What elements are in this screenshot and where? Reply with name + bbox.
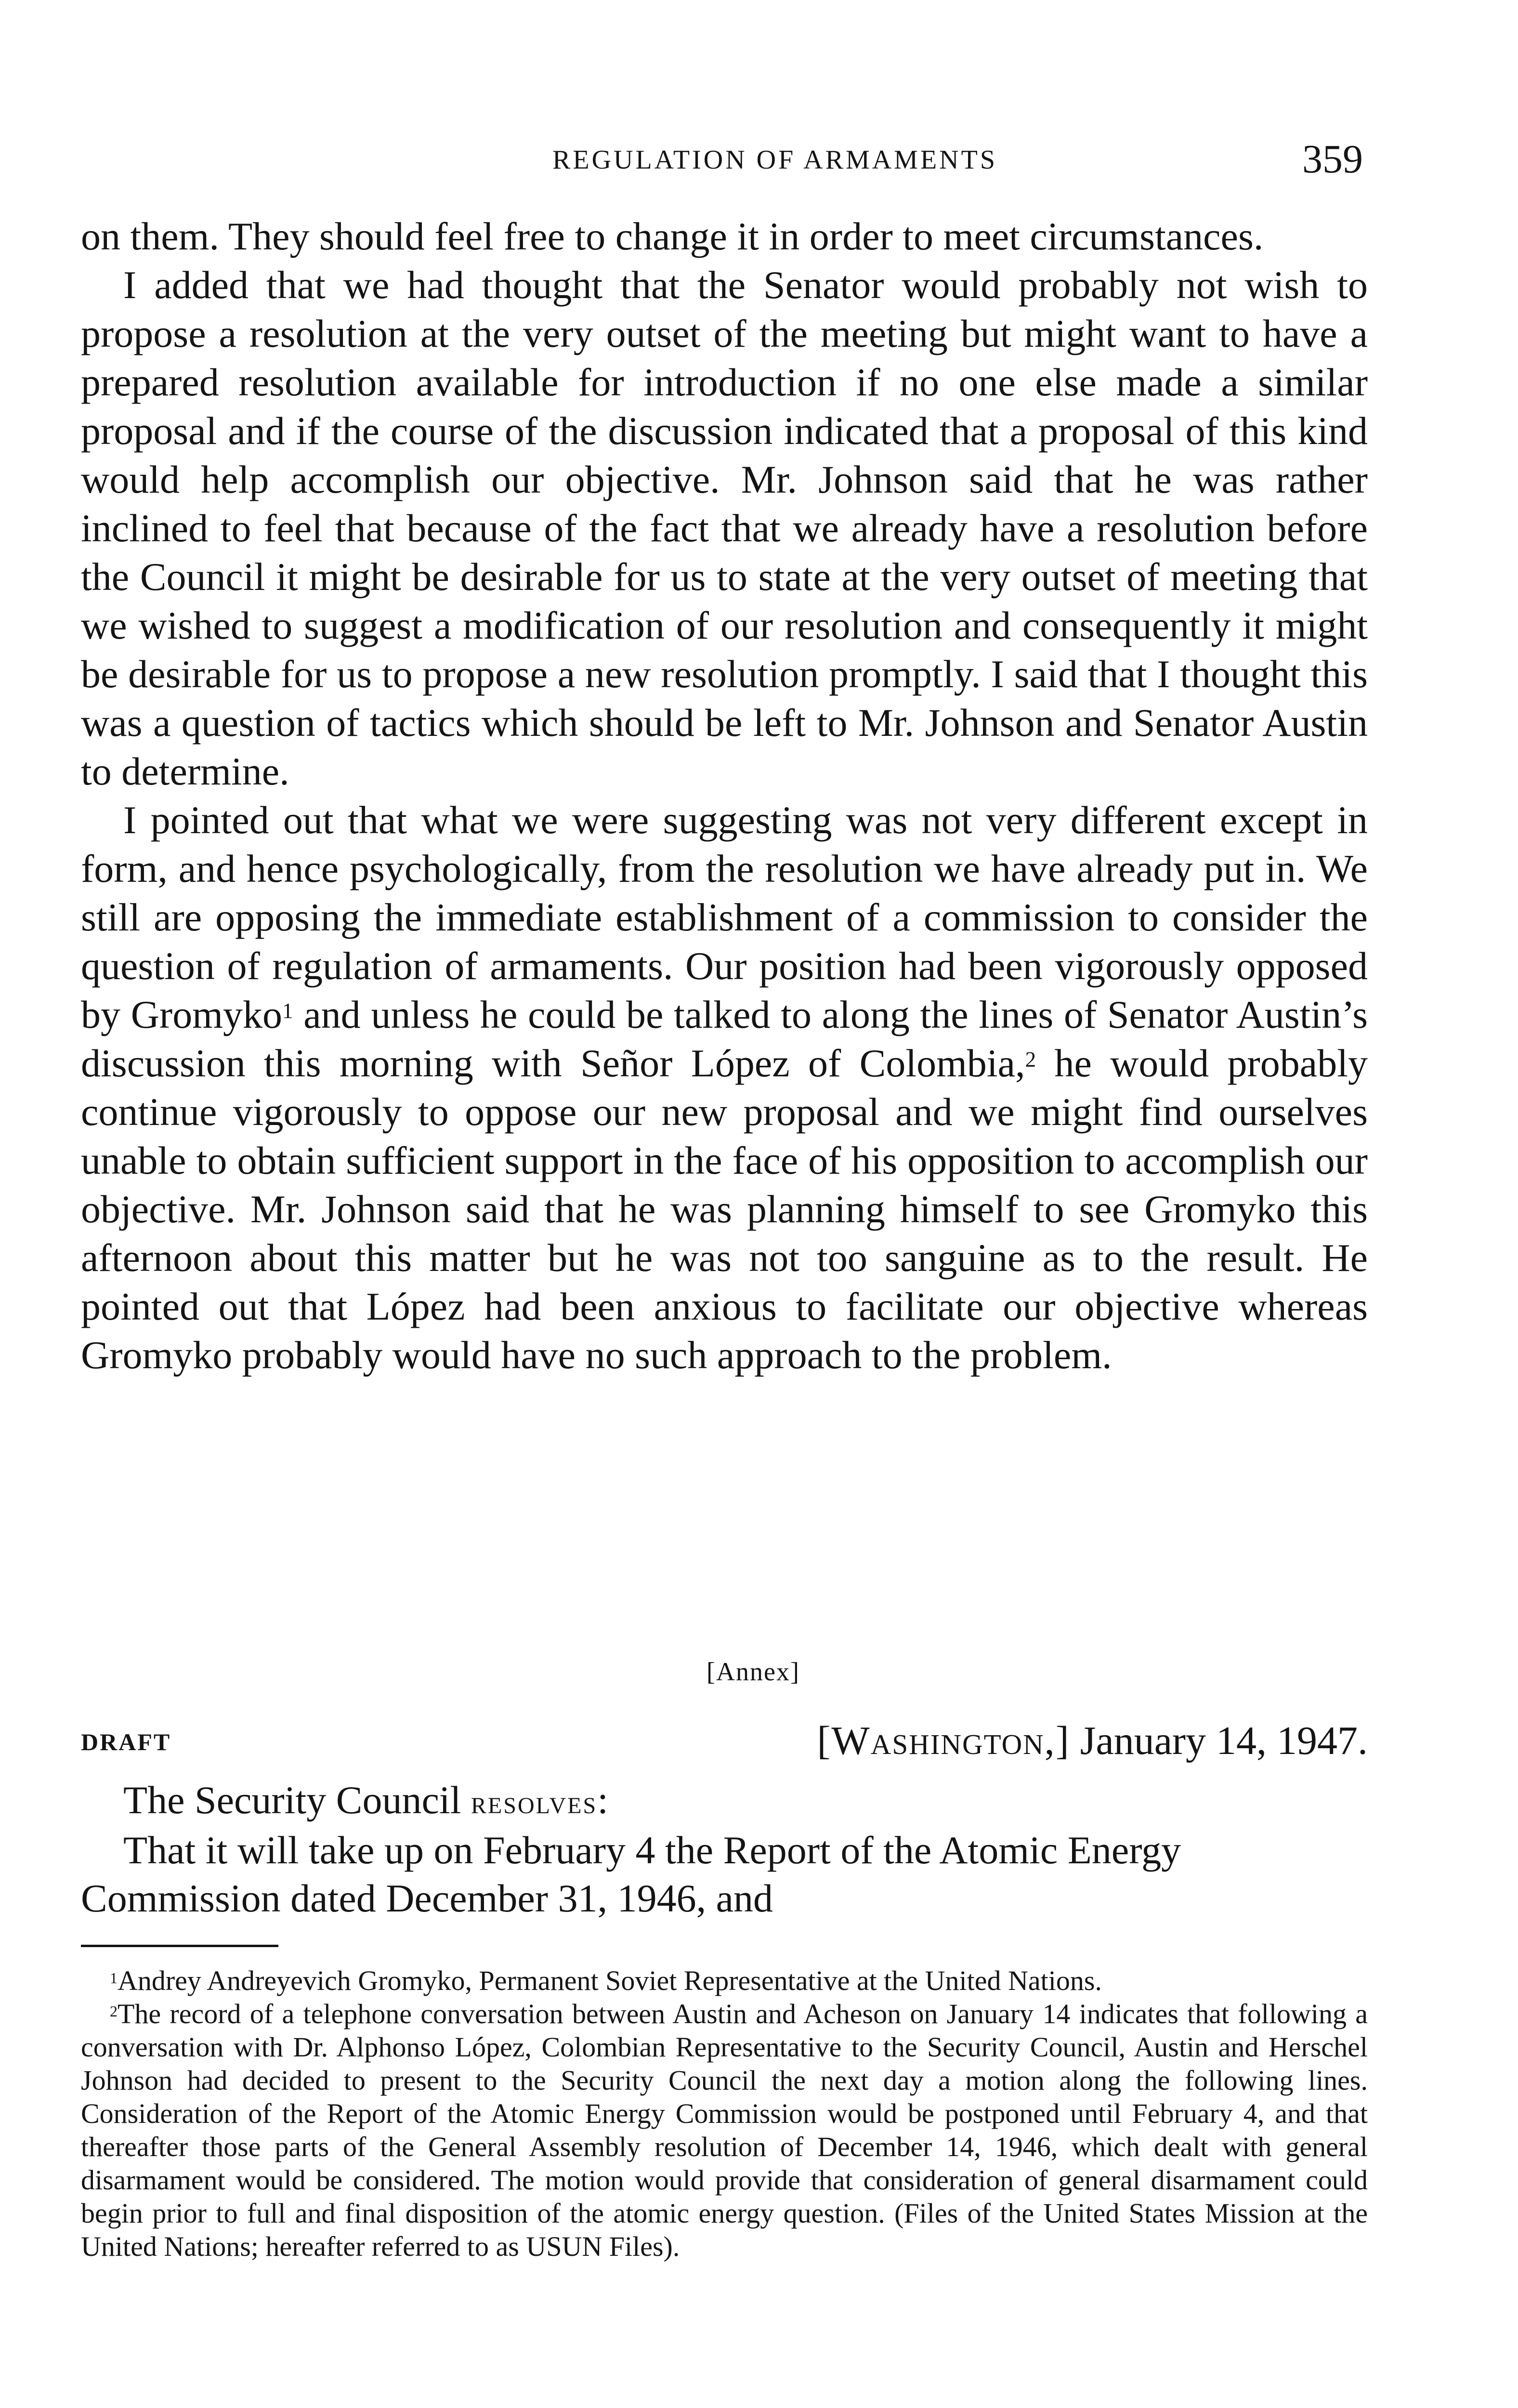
draft-tag: DRAFT: [81, 1728, 171, 1755]
draft-row: [81, 1717, 1368, 1770]
draft-resolution: [81, 1776, 1368, 1923]
paragraph-gromyko-part-a: I pointed out that what we were suggesting was not very different except in form, and hence psychologically, from the resolution we have already put in. We still are opposing the immediate establishment of a commission to consider the question of regulation of armaments. Our position had been vigorously opposed by Gromyko: [81, 798, 1368, 1036]
footnote-rule: [81, 1945, 278, 1947]
paragraph-gromyko-part-c: he would probably continue vigorously to oppose our new proposal and we might find ourselves unable to obtain sufficient support in the face of his opposition to accomplish our objective. Mr. Johnson said that he was planning himself to see Gromyko this afternoon about this matter but he was not too sanguine as to the result. He pointed out that López had been anxious to facilitate our objective whereas Gromyko probably would have no such approach to the problem.: [81, 1041, 1368, 1377]
paragraph-tactics: I added that we had thought that the Senator would probably not wish to propose a resolution at the very outset of the meeting but might want to have a prepared resolution available for introduction if no one else made a similar proposal and if the course of the discussion indicated that a proposal of this kind would help accomplish our objective. Mr. Johnson said that he was rather inclined to feel that because of the fact that we already have a resolution before the Council it might be desirable for us to state at the very outset of meeting that we wished to suggest a modification of our resolution and consequently it might be desirable for us to propose a new resolution promptly. I said that I thought this was a question of tactics which should be left to Mr. Johnson and Senator Austin to determine.: [81, 263, 1368, 793]
footnote-2: [81, 1997, 1368, 2263]
footnotes: [81, 1964, 1368, 2263]
resolves-lead: The Security Council: [123, 1778, 471, 1822]
dateline: [817, 1717, 1368, 1764]
annex-label: [Annex]: [707, 1657, 800, 1686]
footnote-mark-2: 2: [110, 2003, 118, 2020]
paragraph-continuation: on them. They should feel free to change it in order to meet circumstances.: [81, 214, 1264, 258]
resolves-line: [81, 1776, 1368, 1826]
footnote-2-text: The record of a telephone conversation between Austin and Acheson on January 14 indicates that following a conversation with Dr. Alphonso López, Colombian Representative to the Security Council, Austin and Herschel Johnson had decided to present to the Security Council the next day a motion along the following lines. Consideration of the Report of the Atomic Energy Commission would be postponed until February 4, and that thereafter those parts of the General Assembly resolution of December 14, 1946, which dealt with general disarmament would be considered. The motion would provide that consideration of general disarmament could begin prior to full and final disposition of the atomic energy question. (Files of the United States Mission at the United Nations; hereafter referred to as USUN Files).: [81, 1998, 1368, 2262]
footnote-1: [81, 1964, 1368, 1997]
running-head: [81, 136, 1368, 184]
resolves-colon: :: [597, 1778, 608, 1822]
body-text: [81, 212, 1368, 1379]
running-title: REGULATION OF ARMAMENTS: [552, 145, 997, 175]
paragraph-gromyko-part-b: and unless he could be talked to along the lines of Senator Austin’s discussion this morning with Señor López of Colombia,: [81, 993, 1368, 1085]
resolves-word: resolves: [471, 1784, 598, 1820]
paragraph-gromyko: [81, 796, 1368, 1379]
footnote-ref-2[interactable]: 2: [1025, 1047, 1036, 1072]
dateline-place: [Washington,]: [817, 1718, 1070, 1763]
footnote-mark-1: 1: [110, 1970, 118, 1987]
resolution-text: That it will take up on February 4 the Report of the Atomic Energy Commission dated December 31, 1946, and: [81, 1828, 1181, 1920]
footnote-ref-1[interactable]: 1: [282, 999, 293, 1023]
footnote-1-text: Andrey Andreyevich Gromyko, Permanent Soviet Representative at the United Nations.: [117, 1965, 1102, 1996]
dateline-date: January 14, 1947.: [1070, 1718, 1368, 1763]
page-number: 359: [1302, 137, 1363, 182]
document-page: [81, 0, 1368, 2408]
